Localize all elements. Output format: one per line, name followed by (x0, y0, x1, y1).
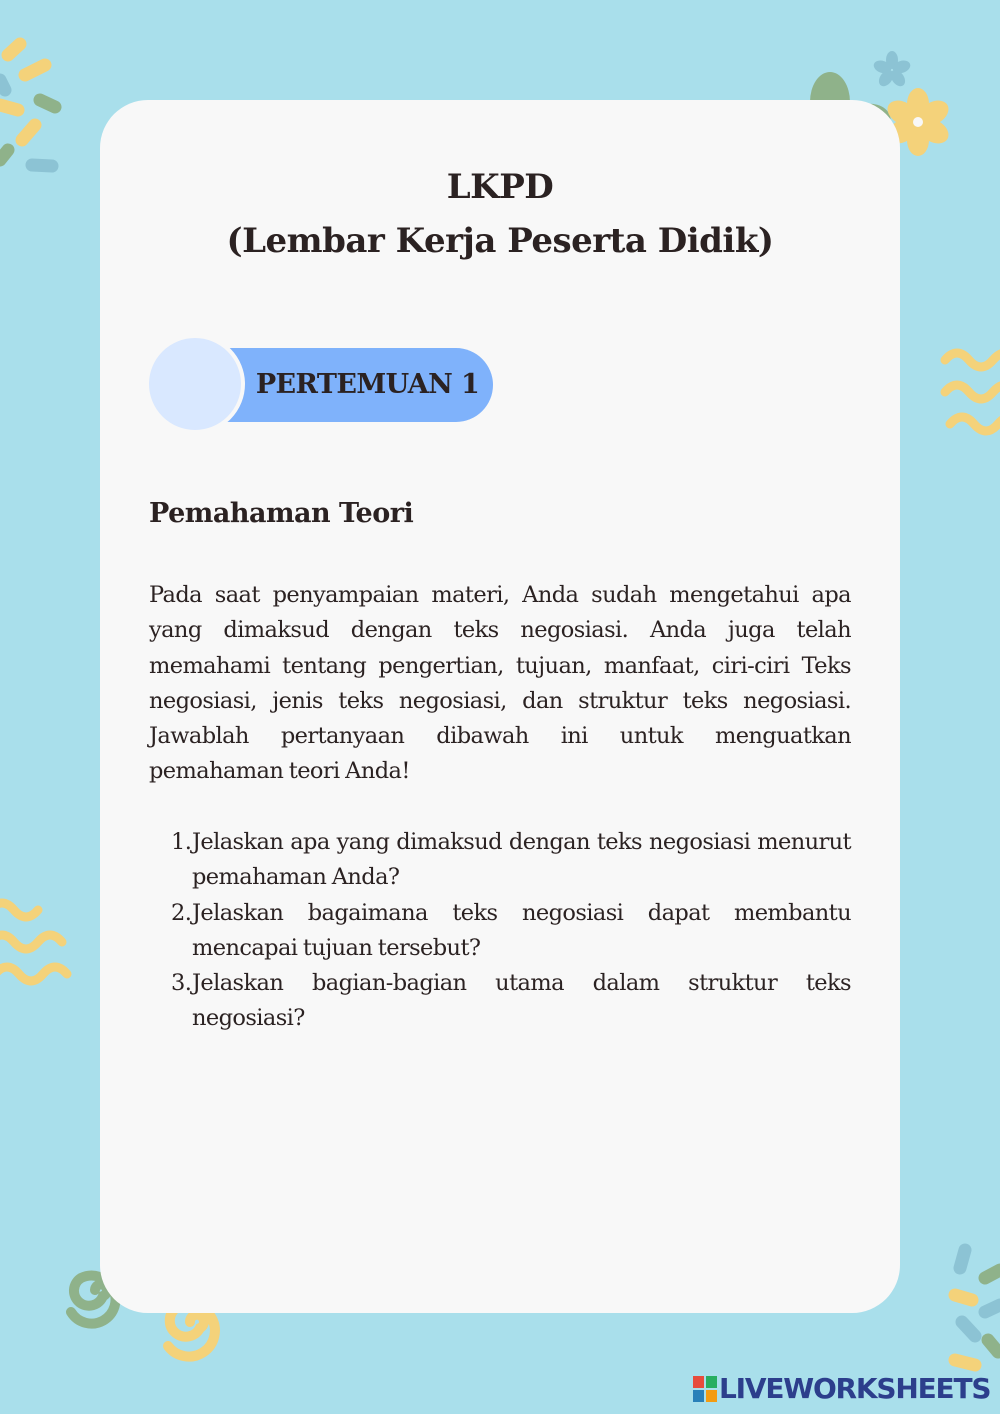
question-number: 3. (171, 970, 192, 997)
blue-flower-decoration (872, 51, 912, 89)
question-item (149, 966, 851, 1037)
title-line-2: (Lembar Kerja Peserta Didik) (226, 221, 774, 261)
question-text: Jelaskan apa yang dimaksud dengan teks negosiasi menurut pemahaman Anda? (192, 829, 851, 891)
question-number: 1. (171, 829, 192, 855)
title-line-1: LKPD (446, 167, 554, 207)
liveworksheets-brand[interactable] (693, 1374, 990, 1404)
page-title (100, 160, 900, 268)
brand-name: LIVEWORKSHEETS (719, 1372, 991, 1405)
intro-paragraph: Pada saat penyampaian materi, Anda sudah mengetahui apa yang dimaksud dengan teks negosiasi. Anda juga telah memahami tentang pengertian, tujuan, manfaat, ciri-ciri Teks negosiasi, jenis teks negosiasi, dan struktur teks negosiasi. Jawablah pertanyaan dibawah ini untuk menguatkan pemahaman teori Anda! (149, 582, 851, 785)
question-text: Jelaskan bagian-bagian utama dalam struktur teks negosiasi? (192, 970, 851, 1032)
question-number: 2. (171, 899, 192, 926)
squiggle-left-decoration (0, 903, 67, 981)
meeting-label: PERTEMUAN 1 (255, 369, 480, 400)
section-heading: Pemahaman Teori (149, 498, 414, 529)
confetti-top-left-decoration (0, 44, 55, 166)
liveworksheets-logo-icon (693, 1376, 717, 1402)
question-item (149, 896, 851, 967)
question-list (149, 825, 851, 1037)
confetti-bottom-right-decoration (955, 1250, 1000, 1365)
meeting-circle-decoration (145, 334, 245, 434)
squiggle-right-decoration (945, 353, 1000, 431)
question-item (149, 825, 851, 896)
question-text: Jelaskan bagaimana teks negosiasi dapat membantu mencapai tujuan tersebut? (192, 899, 851, 961)
